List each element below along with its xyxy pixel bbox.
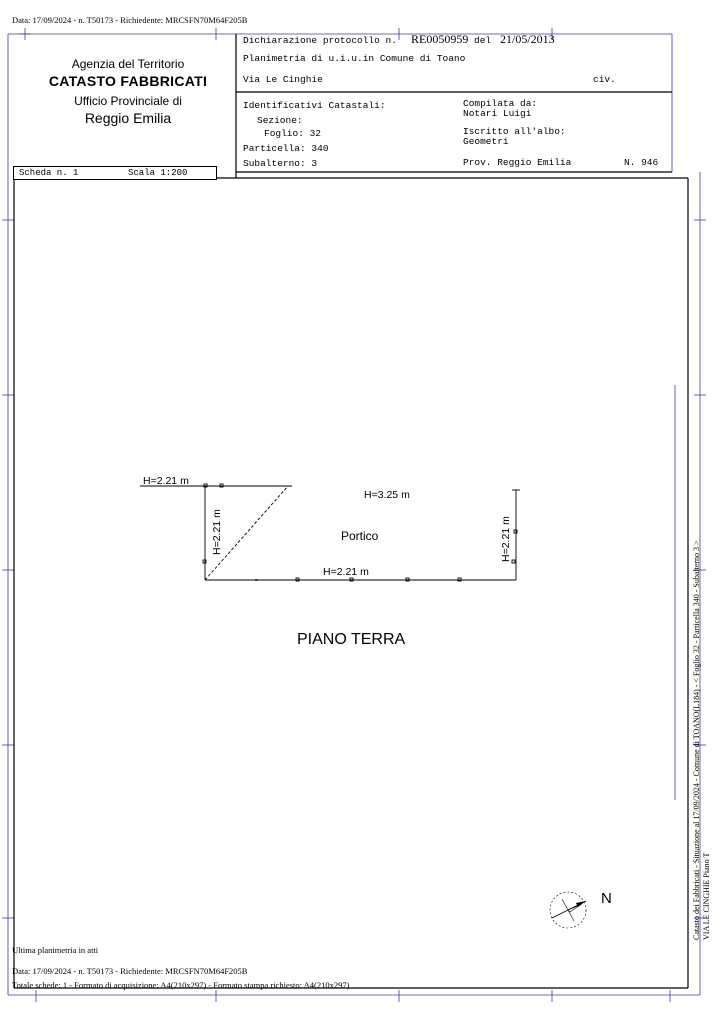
sezione-label: Sezione: bbox=[257, 115, 303, 126]
subalterno-value: Subalterno: 3 bbox=[243, 158, 318, 169]
address-street: Via Le Cinghie bbox=[243, 74, 323, 85]
dichiarazione-del: del bbox=[474, 35, 492, 46]
footer-request-info: Data: 17/09/2024 - n. T50173 - Richiedente: MRCSFN70M64F205B bbox=[12, 966, 248, 976]
dichiarazione-number: RE0050959 bbox=[411, 32, 469, 46]
request-info: Data: 17/09/2024 - n. T50173 - Richiedente: MRCSFN70M64F205B bbox=[12, 15, 248, 25]
height-label-bottom: H=2.21 m bbox=[323, 566, 369, 578]
compilata-name: Notari Luigi bbox=[463, 108, 532, 119]
height-label-left: H=2.21 m bbox=[211, 509, 223, 555]
albo-label: Iscritto all'albo: bbox=[463, 126, 566, 137]
floor-title: PIANO TERRA bbox=[297, 631, 406, 648]
ultima-planimetria: Ultima planimetria in atti bbox=[12, 945, 99, 955]
planimetria-title: Planimetria di u.i.u.in Comune di Toano bbox=[243, 53, 466, 64]
room-label: Portico bbox=[341, 529, 379, 543]
height-label-top-left: H=2.21 m bbox=[143, 475, 189, 487]
scheda-number: Scheda n. 1 bbox=[19, 168, 79, 178]
albo-number: N. 946 bbox=[624, 157, 659, 168]
office-city: Reggio Emilia bbox=[84, 110, 172, 126]
agency-name: Agenzia del Territorio bbox=[71, 57, 185, 71]
side-reference-line2: VIA LE CINGHIE Piano T bbox=[702, 852, 711, 940]
catasto-title: CATASTO FABBRICATI bbox=[48, 73, 208, 89]
scheda-scale: Scala 1:200 bbox=[128, 168, 188, 178]
compilata-label: Compilata da: bbox=[463, 98, 538, 109]
dichiarazione-label: Dichiarazione protocollo n. bbox=[243, 35, 397, 46]
north-arrow-icon bbox=[548, 885, 598, 935]
north-label: N bbox=[601, 890, 612, 907]
address-civ: civ. bbox=[593, 74, 616, 85]
particella-value: Particella: 340 bbox=[243, 143, 329, 154]
prov-value: Prov. Reggio Emilia bbox=[463, 157, 572, 168]
dichiarazione-date: 21/05/2013 bbox=[500, 32, 555, 46]
footer-schede-info: Totale schede: 1 - Formato di acquisizione: A4(210x297) - Formato stampa richiesto: A4(210x297) bbox=[12, 980, 350, 990]
office-label: Ufficio Provinciale di bbox=[74, 94, 182, 108]
albo-value: Geometri bbox=[463, 136, 509, 147]
identificativi-title: Identificativi Catastali: bbox=[243, 100, 386, 111]
side-reference bbox=[692, 540, 712, 940]
foglio-value: Foglio: 32 bbox=[264, 128, 322, 139]
side-reference-line1: Catasto dei Fabbricati - Situazione al 17/09/2024 - Comune di TOANO(L184) - < Foglio 32 - Particella 340 - Subalterno 3 > bbox=[692, 540, 701, 940]
height-label-top: H=3.25 m bbox=[364, 489, 410, 501]
height-label-right: H=2.21 m bbox=[500, 516, 512, 562]
